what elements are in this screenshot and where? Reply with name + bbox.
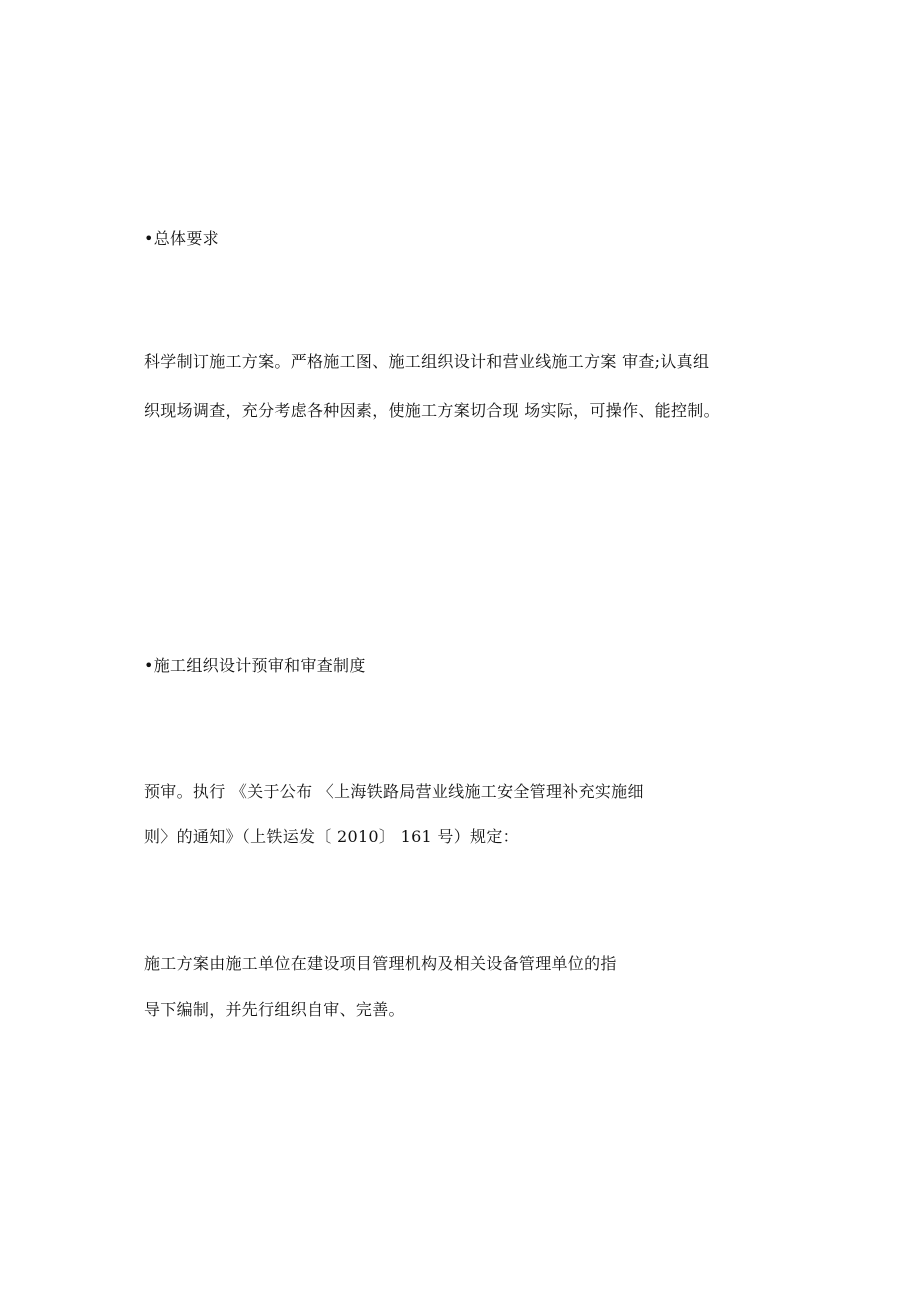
section-heading-general-requirements: •总体要求 — [144, 229, 219, 248]
paragraph-line: 则〉的通知》（上铁运发〔 2010〕 161 号）规定： — [144, 827, 519, 846]
paragraph-line: 预审。执行 《关于公布 〈上海铁路局营业线施工安全管理补充实施细 — [144, 782, 644, 801]
paragraph-line: 科学制订施工方案。严格施工图、施工组织设计和营业线施工方案 审查;认真组 — [144, 352, 710, 371]
paragraph-line: 施工方案由施工单位在建设项目管理机构及相关设备管理单位的指 — [144, 954, 617, 973]
paragraph-line: 织现场调查，充分考虑各种因素，使施工方案切合现 场实际，可操作、能控制。 — [144, 401, 720, 420]
section-heading-review-system: •施工组织设计预审和审查制度 — [144, 656, 366, 675]
paragraph-line: 导下编制，并先行组织自审、完善。 — [144, 1000, 405, 1019]
